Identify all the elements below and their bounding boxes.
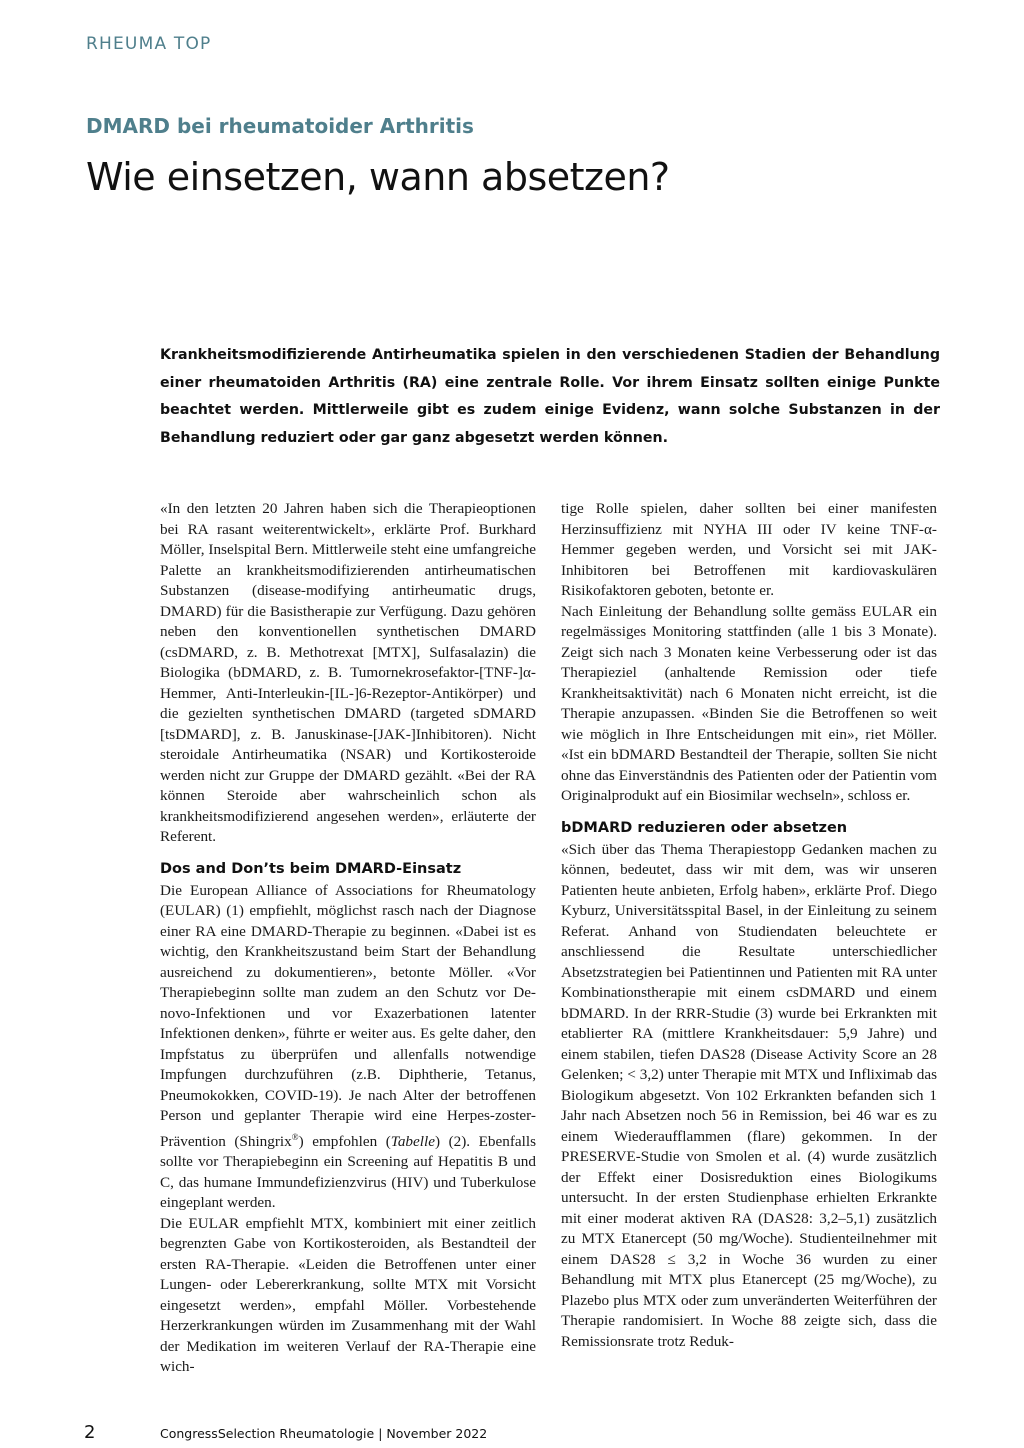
right-column (561, 499, 937, 1352)
paragraph: Nach Einleitung der Behandlung sollte gemäss EULAR ein regelmässiges Monitoring stattfinden (alle 1 bis 3 Monate). Zeigt sich nach 3 Monaten keine Verbesserung oder ist das Therapieziel (anhaltende Remission oder tiefe Krankheitsaktivität) nach 6 Monaten nicht erreicht, ist die Therapie anzupassen. «Binden Sie die Betroffenen so weit wie möglich in Ihre Entscheidungen mit ein», riet Möller. «Ist ein bDMARD Bestandteil der Therapie, sollten Sie nicht ohne das Einverständnis des Patienten oder der Patientin vom Originalprodukt auf ein Biosimilar wechseln», schloss er. (561, 602, 937, 804)
publication-footer: CongressSelection Rheumatologie | November 2022 (160, 1426, 488, 1441)
section-heading: Dos and Don’ts beim DMARD-Einsatz (160, 860, 462, 877)
article-lead: Krankheitsmodifizierende Antirheumatika spielen in den verschiedenen Stadien der Behandlung einer rheumatoiden Arthritis (RA) eine zentrale Rolle. Vor ihrem Einsatz sollten einige Punkte beachtet werden. Mittlerweile gibt es zudem einige Evidenz, wann solche Substanzen in der Behandlung reduziert oder gar ganz abgesetzt werden können. (160, 347, 940, 446)
section-heading: bDMARD reduzieren oder absetzen (561, 819, 848, 836)
left-column (160, 499, 536, 1378)
paragraph: Die EULAR empfiehlt MTX, kombiniert mit einer zeitlich begrenzten Gabe von Kortikosteroiden, als Bestandteil der ersten RA-Therapie. «Leiden die Betroffenen unter einer Lungen- oder Lebererkrankung, sollte MTX mit Vorsicht eingesetzt werden», empfahl Möller. Vorbestehende Herzerkrankungen würden im Zusammenhang mit der Wahl der Medikation im weiteren Verlauf der RA-Therapie eine wich- (160, 1214, 536, 1376)
article-title: Wie einsetzen, wann absetzen? (86, 155, 670, 199)
paragraph: «In den letzten 20 Jahren haben sich die Therapieoptionen bei RA rasant weiterentwickelt», erklärte Prof. Burkhard Möller, Inselspital Bern. Mittlerweile steht eine umfangreiche Palette an krankheitsmodifizierenden antirheumatischen Substanzen (disease-modifying antirheumatic drugs, DMARD) für die Basistherapie zur Verfügung. Dazu gehören neben den konventionellen synthetischen DMARD (csDMARD, z. B. Methotrexat [MTX], Sulfasalazin) die Biologika (bDMARD, z. B. Tumornekrosefaktor-[TNF-]α-Hemmer, Anti-Interleukin-[IL-]6-Rezeptor-Antikörper) und die gezielten synthetischen DMARD (targeted sDMARD [tsDMARD], z. B. Januskinase-[JAK-]Inhibitoren). Nicht steroidale Antirheumatika (NSAR) und Kortikosteroide werden nicht zur Gruppe der DMARD gezählt. «Bei der RA können Steroide aber wahrscheinlich schon als krankheitsmodifizierend angesehen werden», erläuterte der Referent. (160, 500, 536, 845)
text-span: ) empfohlen ( (298, 1132, 391, 1150)
table-reference: Tabelle (390, 1132, 435, 1150)
text-span: ) (2). Ebenfalls sollte vor Therapiebeginn ein Screening auf Hepatitis B und C, das humane Immundefizienzvirus (HIV) und Tuberkulose eingeplant werden. (160, 1132, 536, 1212)
registered-mark: ® (291, 1131, 299, 1142)
paragraph (160, 881, 536, 1214)
section-label: RHEUMA TOP (86, 34, 212, 54)
text-span: Die European Alliance of Associations for Rheumatology (EULAR) (1) empfiehlt, möglichst rasch nach der Diagnose einer RA eine DMARD-Therapie zu beginnen. «Dabei ist es wichtig, den Krankheitszustand beim Start der Behandlung ausreichend zu dokumentieren», betonte Möller. «Vor Therapiebeginn sollte man zudem an den Schutz vor De-novo-Infektionen und vor Exazerbationen latenter Infektionen denken», führte er weiter aus. Es gelte daher, den Impfstatus zu überprüfen und allenfalls notwendige Impfungen durchzuführen (z.B. Diphtherie, Tetanus, Pneumokokken, COVID-19). Je nach Alter der betroffenen Person und geplanter Therapie wird eine Herpes-zoster-Prävention (Shingrix (160, 881, 536, 1150)
paragraph: «Sich über das Thema Therapiestopp Gedanken machen zu können, bedeutet, dass wir mit dem, was wir unseren Patienten heute anbieten, Erfolg haben», erklärte Prof. Diego Kyburz, Universitätsspital Basel, in der Einleitung zu seinem Referat. Anhand von Studiendaten beleuchtete er anschliessend die Resultate unterschiedlicher Absetzstrategien bei Patientinnen und Patienten mit RA unter Kombinationstherapie mit einem csDMARD und einem bDMARD. In der RRR-Studie (3) wurde bei Erkrankten mit etablierter RA (mittlere Krankheitsdauer: 5,9 Jahre) und einem stabilen, tiefen DAS28 (Disease Activity Score an 28 Gelenken; < 3,2) unter Therapie mit MTX und Infliximab das Biologikum abgesetzt. Von 102 Erkrankten befanden sich 1 Jahr nach Absetzen noch 56 in Remission, bei 46 war es zu einem Wiederaufflammen (flare) gekommen. In der PRESERVE-Studie von Smolen et al. (4) wurde zusätzlich der Effekt einer Dosisreduktion eines Biologikums untersucht. In der ersten Studienphase erhielten Erkrankte mit einer moderat aktiven RA (DAS28: 3,2–5,1) zusätzlich zu MTX Etanercept (50 mg/Woche). Studienteilnehmer mit einem DAS28 ≤ 3,2 in Woche 36 wurden zu einer Behandlung mit MTX plus Etanercept (25 mg/Woche), zu Plazebo plus MTX oder zum unveränderten Weiterführen der Therapie randomisiert. In Woche 88 zeigte sich, dass die Remissionsrate trotz Reduk- (561, 840, 937, 1350)
paragraph: tige Rolle spielen, daher sollten bei einer manifesten Herzinsuffizienz mit NYHA III oder IV keine TNF-α-Hemmer gegeben werden, und Vorsicht sei mit JAK-Inhibitoren bei Betroffenen mit kardiovaskulären Risikofaktoren geboten, betonte er. (561, 500, 937, 599)
article-kicker: DMARD bei rheumatoider Arthritis (86, 114, 474, 138)
page-number: 2 (84, 1422, 96, 1443)
